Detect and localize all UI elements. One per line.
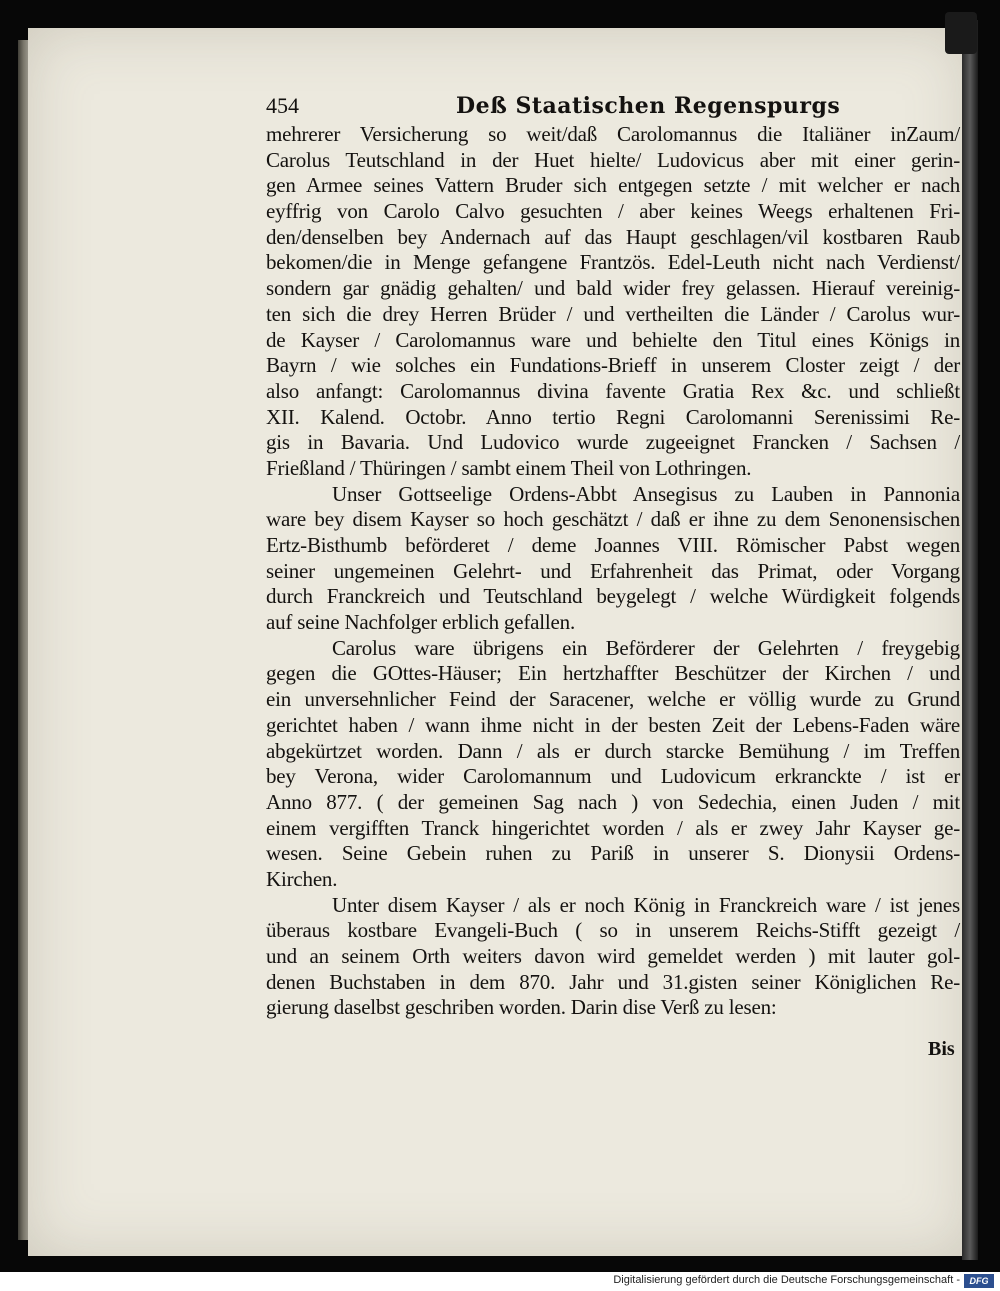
paragraph-start-line: Carolus ware übrigens ein Beförderer der Gelehrten / freygebig: [332, 635, 960, 660]
text-line: Anno 877. ( der gemeinen Sag nach ) von Sedechia, einen Juden / mit: [266, 789, 960, 814]
text-line: den/denselben bey Andernach auf das Haupt geschlagen/vil kostbaren Raub: [266, 224, 960, 249]
paragraph-start-line: Unter disem Kayser / als er noch König in Franckreich ware / ist jenes: [332, 892, 960, 917]
text-line: bekomen/die in Menge gefangene Frantzös. Edel-Leuth nicht nach Verdienst/: [266, 250, 960, 275]
text-line: Frießland / Thüringen / sambt einem Theil von Lothringen.: [266, 455, 752, 480]
text-line: mehrerer Versicherung so weit/daß Carolomannus die Italiäner inZaum/: [266, 122, 960, 146]
text-line: ware bey disem Kayser so hoch geschätzt / daß er ihne zu dem Senonensischen: [266, 507, 960, 532]
text-line: sondern gar gnädig gehalten/ und bald wider frey gelassen. Hierauf vereinig-: [266, 276, 960, 301]
text-line: gierung daselbst geschriben worden. Darin dise Verß zu lesen:: [266, 995, 777, 1020]
page-number: 454: [266, 93, 299, 118]
paragraph-start-line: Unser Gottseelige Ordens-Abbt Ansegisus zu Lauben in Pannonia: [332, 481, 960, 506]
text-line: de Kayser / Carolomannus ware und behielte den Titul eines Königs in: [266, 327, 960, 352]
text-line: XII. Kalend. Octobr. Anno tertio Regni Carolomanni Serenissimi Re-: [266, 404, 960, 429]
text-line: einem vergifften Tranck hingerichtet worden / als er zwey Jahr Kayser ge-: [266, 815, 960, 840]
text-line: ein unversehnlicher Feind der Saracener, welche er völlig wurde zu Grund: [266, 687, 960, 712]
text-line: Kirchen.: [266, 866, 338, 891]
text-line: gen Armee seines Vattern Bruder sich entgegen setzte / mit welcher er nach: [266, 173, 960, 198]
body-text: [266, 122, 960, 1021]
text-line: denen Buchstaben in dem 870. Jahr und 31.gisten seiner Königlichen Re-: [266, 969, 960, 994]
text-line: Ertz-Bisthumb beförderet / deme Joannes VIII. Römischer Pabst wegen: [266, 533, 960, 557]
text-line: und an seinem Orth weiters davon wird gemeldet werden ) mit lauter gol-: [266, 944, 960, 968]
footer-bar: [0, 1272, 1000, 1291]
dfg-logo: DFG: [964, 1274, 994, 1288]
text-line: wesen. Seine Gebein ruhen zu Pariß in unserer S. Dionysii Ordens-: [266, 841, 960, 866]
text-line: ten sich die drey Herren Brüder / und vertheilten die Länder / Carolus wur-: [266, 301, 960, 326]
text-line: gis in Bavaria. Und Ludovico wurde zugeeignet Francken / Sachsen /: [266, 430, 960, 455]
running-title: Deß Staatischen Regenspurgs: [456, 93, 841, 119]
text-line: gerichtet haben / wann ihme nicht in der besten Zeit der Lebens-Faden wäre: [266, 712, 960, 737]
text-line: durch Franckreich und Teutschland beygelegt / welche Würdigkeit folgends: [266, 584, 960, 609]
book-spine-edge: [962, 20, 978, 1260]
funding-credit: Digitalisierung gefördert durch die Deutsche Forschungsgemeinschaft -: [613, 1274, 960, 1286]
text-line: Carolus Teutschland in der Huet hielte/ Ludovicus aber mit einer gerin-: [266, 147, 960, 172]
text-line: überaus kostbare Evangeli-Buch ( so in unserem Reichs-Stifft gezeigt /: [266, 918, 960, 943]
catchword: Bis: [928, 1038, 955, 1060]
text-line: also anfangt: Carolomannus divina favente Gratia Rex &c. und schließt: [266, 378, 960, 403]
text-line: Bayrn / wie solches ein Fundations-Brieff in unserem Closter zeigt / der: [266, 353, 960, 378]
text-line: eyffrig von Carolo Calvo gesuchten / aber keines Weegs erhaltenen Fri-: [266, 199, 960, 224]
text-line: bey Verona, wider Carolomannum und Ludovicum erkranckte / ist er: [266, 764, 960, 789]
text-line: abgekürtzet worden. Dann / als er durch starcke Bemühung / im Treffen: [266, 738, 960, 763]
text-line: seiner ungemeinen Gelehrt- und Erfahrenheit das Primat, oder Vorgang: [266, 558, 960, 583]
scan-clip: [945, 12, 977, 54]
text-line: auf seine Nachfolger erblich gefallen.: [266, 610, 575, 635]
page-text-block: [266, 90, 960, 1021]
running-head: [266, 90, 960, 122]
text-line: gegen die GOttes-Häuser; Ein hertzhaffter Beschützer der Kirchen / und: [266, 661, 960, 686]
